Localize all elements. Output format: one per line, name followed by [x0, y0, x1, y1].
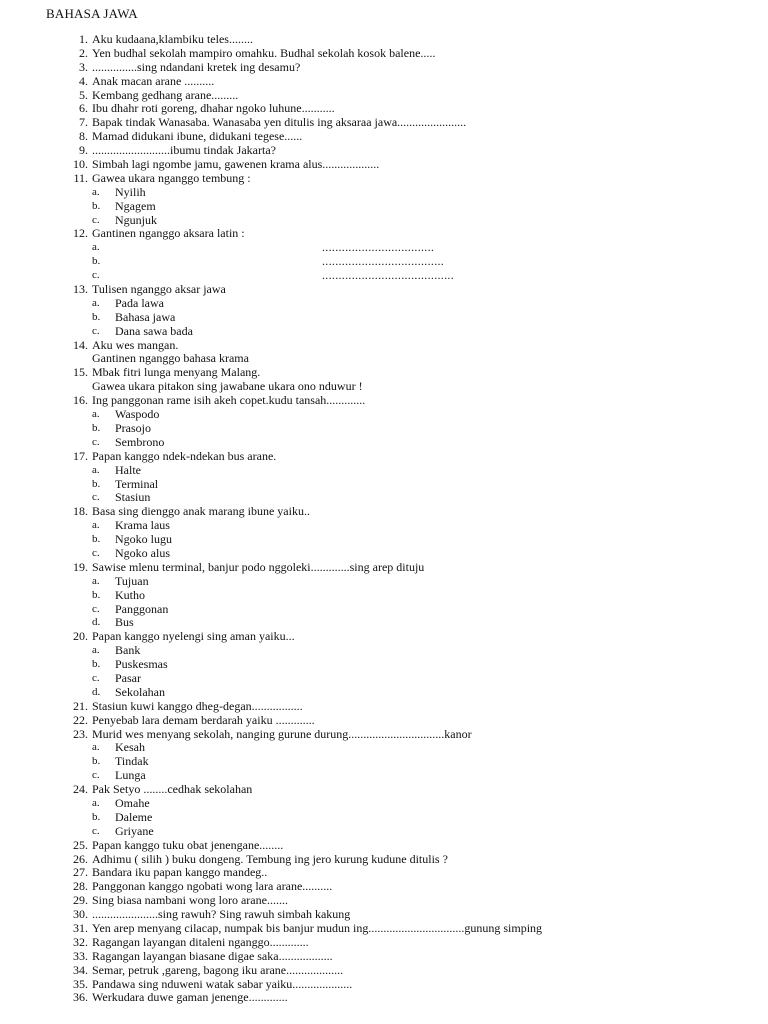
question-text: Ragangan layangan biasane digae saka.................. — [92, 948, 333, 963]
answer-option — [0, 200, 768, 214]
question-item — [0, 394, 768, 408]
question-text: Anak macan arane .......... — [92, 73, 215, 88]
question-item — [0, 116, 768, 130]
answer-option — [0, 741, 768, 755]
question-text: Gawea ukara nganggo tembung : — [92, 170, 251, 185]
answer-option — [0, 519, 768, 533]
question-number: 8. — [79, 129, 88, 144]
question-text: Aku wes mangan. — [92, 337, 179, 352]
question-text: Tulisen nganggo aksar jawa — [92, 282, 226, 297]
question-text: Papan kanggo ndek-ndekan bus arane. — [92, 448, 277, 463]
question-number: 5. — [79, 87, 88, 102]
question-text: Stasiun kuwi kanggo dheg-degan................. — [92, 698, 303, 713]
question-item — [0, 978, 768, 992]
answer-option — [0, 297, 768, 311]
question-text: Ibu dhahr roti goreng, dhahar ngoko luhune........... — [92, 101, 335, 116]
question-text: Papan kanggo tuku obat jenengane........ — [92, 837, 284, 852]
question-number: 33. — [73, 948, 88, 963]
question-number: 32. — [73, 934, 88, 949]
answer-option — [0, 325, 768, 339]
question-number: 4. — [79, 73, 88, 88]
question-text: Pandawa sing nduweni watak sabar yaiku.................... — [92, 976, 353, 991]
question-text: Bapak tindak Wanasaba. Wanasaba yen ditulis ing aksaraa jawa....................... — [92, 115, 467, 130]
answer-option — [0, 616, 768, 630]
question-item — [0, 33, 768, 47]
dotted-blank: ........................................ — [322, 268, 454, 283]
question-number: 9. — [79, 143, 88, 158]
question-text: Adhimu ( silih ) buku dongeng. Tembung ing jero kurung kudune ditulis ? — [92, 851, 448, 866]
option-text: Tindak — [115, 754, 149, 769]
question-item — [0, 102, 768, 116]
question-number: 15. — [73, 365, 88, 380]
question-item — [0, 130, 768, 144]
question-item — [0, 991, 768, 1005]
question-text: Ing panggonan rame isih akeh copet.kudu tansah............. — [92, 393, 366, 408]
question-item — [0, 339, 768, 353]
option-letter: c. — [92, 546, 100, 559]
question-item — [0, 839, 768, 853]
question-item — [0, 700, 768, 714]
question-item — [0, 908, 768, 922]
question-item — [0, 894, 768, 908]
question-number: 14. — [73, 337, 88, 352]
option-text: Tujuan — [115, 573, 149, 588]
option-letter: a. — [92, 463, 100, 476]
option-text: Ngoko lugu — [115, 532, 172, 547]
option-letter: d. — [92, 616, 101, 629]
option-text: Waspodo — [115, 407, 160, 422]
question-text: Simbah lagi ngombe jamu, gawenen krama alus................... — [92, 157, 380, 172]
question-item — [0, 964, 768, 978]
question-text: Pak Setyo ........cedhak sekolahan — [92, 782, 253, 797]
question-text: Ragangan layangan ditaleni nganggo............. — [92, 934, 309, 949]
question-text: ..........................ibumu tindak Jakarta? — [92, 143, 276, 158]
question-item — [0, 227, 768, 241]
option-text: Pasar — [115, 670, 141, 685]
option-letter: a. — [92, 574, 100, 587]
option-letter: c. — [92, 213, 100, 226]
option-letter: c. — [92, 435, 100, 448]
option-text: Sembrono — [115, 434, 165, 449]
question-text: Aku kudaana,klambiku teles........ — [92, 32, 253, 46]
option-letter: c. — [92, 824, 100, 837]
question-item — [0, 172, 768, 186]
answer-option — [0, 797, 768, 811]
option-letter: a. — [92, 185, 100, 198]
question-number: 20. — [73, 629, 88, 644]
question-item — [0, 505, 768, 519]
option-letter: b. — [92, 421, 101, 434]
document-title: BAHASA JAWA — [46, 6, 138, 21]
answer-option — [0, 533, 768, 547]
option-letter: c. — [92, 269, 100, 282]
question-text: Basa sing dienggo anak marang ibune yaiku.. — [92, 504, 310, 519]
question-number: 12. — [73, 226, 88, 241]
answer-option — [0, 644, 768, 658]
option-text: Ngunjuk — [115, 212, 157, 227]
answer-option — [0, 186, 768, 200]
option-letter: a. — [92, 241, 100, 254]
dotted-blank: ..................................... — [322, 254, 445, 269]
answer-option — [0, 311, 768, 325]
option-text: Ngagem — [115, 198, 156, 213]
question-item — [0, 283, 768, 297]
question-number: 16. — [73, 393, 88, 408]
option-letter: b. — [92, 477, 101, 490]
option-text: Daleme — [115, 809, 153, 824]
question-number: 10. — [73, 157, 88, 172]
option-letter: a. — [92, 408, 100, 421]
option-text: Kesah — [115, 740, 145, 755]
question-number: 34. — [73, 962, 88, 977]
answer-option — [0, 436, 768, 450]
answer-option — [0, 686, 768, 700]
answer-option — [0, 811, 768, 825]
option-text: Panggonan — [115, 601, 169, 616]
question-number: 26. — [73, 851, 88, 866]
question-number: 27. — [73, 865, 88, 880]
question-text: Gantinen nganggo bahasa krama — [92, 351, 249, 366]
answer-option — [0, 589, 768, 603]
question-text: Papan kanggo nyelengi sing aman yaiku... — [92, 629, 295, 644]
question-number: 24. — [73, 782, 88, 797]
question-item — [0, 922, 768, 936]
answer-option — [0, 408, 768, 422]
option-letter: c. — [92, 324, 100, 337]
question-number: 19. — [73, 559, 88, 574]
option-text: Sekolahan — [115, 684, 165, 699]
option-letter: a. — [92, 741, 100, 754]
option-text: Pada lawa — [115, 295, 164, 310]
question-continuation — [0, 352, 768, 366]
question-number: 31. — [73, 921, 88, 935]
option-text: Krama laus — [115, 518, 170, 533]
question-number: 30. — [73, 907, 88, 922]
option-text: Bus — [115, 615, 134, 630]
option-letter: b. — [92, 310, 101, 323]
option-letter: c. — [92, 769, 100, 782]
question-number: 6. — [79, 101, 88, 116]
question-number: 2. — [79, 45, 88, 60]
answer-blank-line — [0, 255, 768, 269]
option-text: Halte — [115, 462, 141, 477]
question-text: Bandara iku papan kanggo mandeg.. — [92, 865, 268, 880]
question-number: 3. — [79, 59, 88, 74]
option-text: Dana sawa bada — [115, 323, 193, 338]
question-text: Yen arep menyang cilacap, numpak bis banjur mudun ing................................gunung simping — [92, 921, 543, 935]
question-number: 11. — [73, 170, 88, 185]
question-number: 25. — [73, 837, 88, 852]
answer-option — [0, 464, 768, 478]
question-text: Kembang gedhang arane......... — [92, 87, 239, 102]
question-number: 36. — [73, 990, 88, 1005]
option-letter: a. — [92, 519, 100, 532]
answer-option — [0, 478, 768, 492]
option-letter: c. — [92, 671, 100, 684]
question-text: Penyebab lara demam berdarah yaiku ............. — [92, 712, 315, 727]
option-text: Ngoko alus — [115, 545, 170, 560]
question-number: 18. — [73, 504, 88, 519]
answer-blank-line — [0, 241, 768, 255]
question-text: Murid wes menyang sekolah, nanging gurune durung................................kanor — [92, 726, 472, 741]
question-number: 22. — [73, 712, 88, 727]
question-number: 29. — [73, 893, 88, 908]
question-text: ......................sing rawuh? Sing rawuh simbah kakung — [92, 907, 351, 922]
question-item — [0, 89, 768, 103]
question-text: Sawise mlenu terminal, banjur podo nggoleki.............sing arep dituju — [92, 559, 425, 574]
question-number: 13. — [73, 282, 88, 297]
question-item — [0, 783, 768, 797]
option-letter: b. — [92, 199, 101, 212]
question-number: 7. — [79, 115, 88, 130]
option-letter: b. — [92, 810, 101, 823]
question-list — [0, 33, 768, 1005]
option-text: Griyane — [115, 823, 154, 838]
option-text: Kutho — [115, 587, 145, 602]
question-item — [0, 144, 768, 158]
answer-option — [0, 658, 768, 672]
question-item — [0, 630, 768, 644]
question-text: Sing biasa nambani wong loro arane....... — [92, 893, 288, 908]
question-text: ...............sing ndandani kretek ing desamu? — [92, 59, 301, 74]
question-text: Semar, petruk ,gareng, bagong iku arane................... — [92, 962, 344, 977]
answer-option — [0, 825, 768, 839]
question-text: Mamad didukani ibune, didukani tegese...... — [92, 129, 303, 144]
answer-option — [0, 755, 768, 769]
option-letter: b. — [92, 255, 101, 268]
question-number: 23. — [73, 726, 88, 741]
option-text: Bahasa jawa — [115, 309, 176, 324]
question-item — [0, 61, 768, 75]
answer-option — [0, 603, 768, 617]
question-item — [0, 561, 768, 575]
question-item — [0, 158, 768, 172]
answer-option — [0, 769, 768, 783]
question-item — [0, 866, 768, 880]
option-text: Terminal — [115, 476, 159, 491]
question-item — [0, 853, 768, 867]
question-number: 28. — [73, 879, 88, 894]
option-text: Omahe — [115, 795, 150, 810]
option-letter: a. — [92, 796, 100, 809]
option-letter: d. — [92, 685, 101, 698]
option-letter: b. — [92, 533, 101, 546]
answer-option — [0, 422, 768, 436]
option-letter: b. — [92, 658, 101, 671]
option-text: Stasiun — [115, 490, 151, 505]
question-text: Werkudara duwe gaman jenenge............. — [92, 990, 288, 1005]
question-text: Gawea ukara pitakon sing jawabane ukara ono nduwur ! — [92, 379, 363, 394]
question-number: 1. — [79, 32, 88, 46]
question-text: Gantinen nganggo aksara latin : — [92, 226, 245, 241]
question-text: Mbak fitri lunga menyang Malang. — [92, 365, 261, 380]
question-item — [0, 950, 768, 964]
answer-option — [0, 547, 768, 561]
question-item — [0, 728, 768, 742]
question-item — [0, 714, 768, 728]
question-item — [0, 366, 768, 380]
option-letter: b. — [92, 755, 101, 768]
option-letter: c. — [92, 602, 100, 615]
option-text: Nyilih — [115, 184, 146, 199]
question-item — [0, 75, 768, 89]
answer-option — [0, 214, 768, 228]
option-text: Lunga — [115, 768, 146, 783]
answer-option — [0, 491, 768, 505]
answer-blank-line — [0, 269, 768, 283]
question-text: Yen budhal sekolah mampiro omahku. Budhal sekolah kosok balene..... — [92, 45, 436, 60]
question-number: 35. — [73, 976, 88, 991]
option-letter: a. — [92, 644, 100, 657]
option-text: Puskesmas — [115, 657, 168, 672]
question-number: 17. — [73, 448, 88, 463]
question-item — [0, 47, 768, 61]
question-item — [0, 880, 768, 894]
option-letter: a. — [92, 296, 100, 309]
answer-option — [0, 672, 768, 686]
option-letter: c. — [92, 491, 100, 504]
question-number: 21. — [73, 698, 88, 713]
question-text: Panggonan kanggo ngobati wong lara arane.......... — [92, 879, 333, 894]
option-text: Bank — [115, 643, 141, 658]
answer-option — [0, 575, 768, 589]
dotted-blank: .................................. — [322, 240, 435, 255]
question-item — [0, 936, 768, 950]
question-continuation — [0, 380, 768, 394]
option-letter: b. — [92, 588, 101, 601]
option-text: Prasojo — [115, 420, 151, 435]
question-item — [0, 450, 768, 464]
